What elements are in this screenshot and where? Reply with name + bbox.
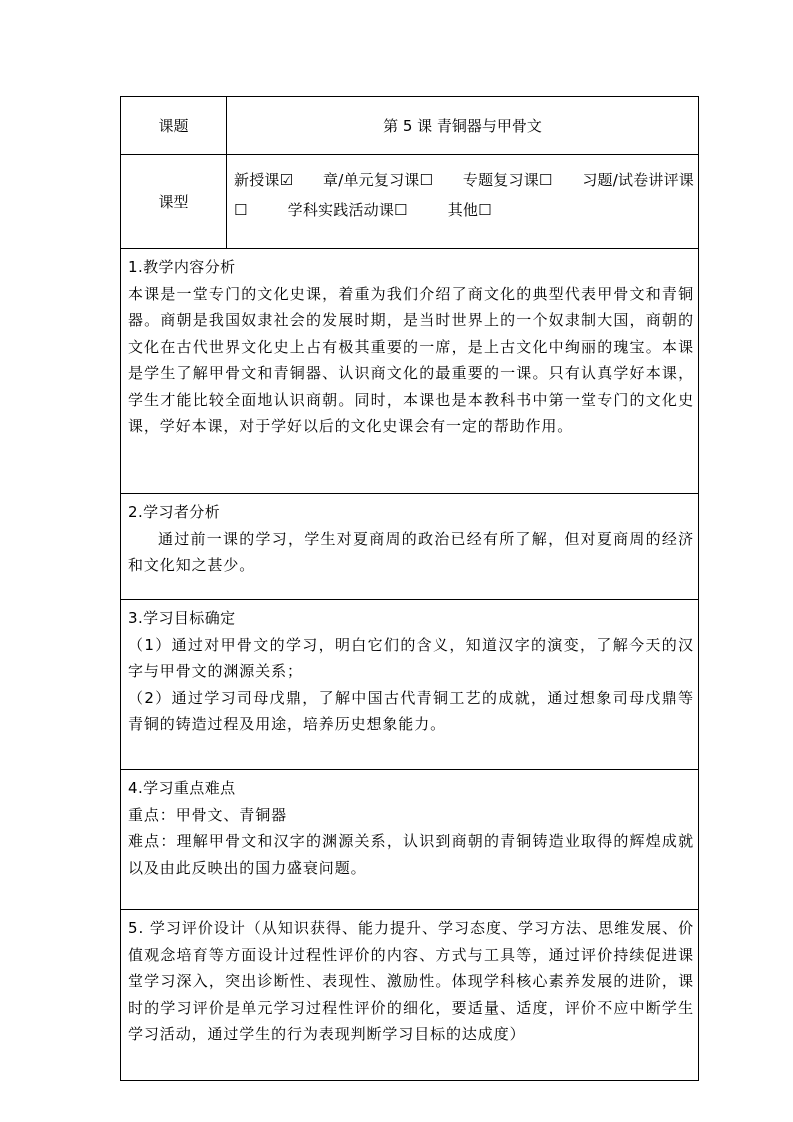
content-analysis-heading: 1.教学内容分析 (128, 258, 236, 276)
type-options (227, 155, 699, 249)
type-options-line-1 (234, 165, 694, 195)
lesson-plan-table (120, 96, 699, 1081)
content-analysis-section (121, 249, 699, 494)
type-option-topic-review: 专题复习课☐ (462, 171, 553, 189)
key-points-heading: 4.学习重点难点 (128, 779, 236, 797)
learning-goals-row (121, 600, 699, 770)
evaluation-design-row (121, 910, 699, 1081)
type-options-line-2 (234, 195, 694, 225)
type-option-exercise-review-checkbox: ☐ (234, 201, 248, 219)
learning-goal-item: （2）通过学习司母戊鼎，了解中国古代青铜工艺的成就，通过想象司母戊鼎等青铜的铸造过程及用途，培养历史想象能力。 (128, 688, 694, 733)
key-point-item: 难点：理解甲骨文和汉字的渊源关系，认识到商朝的青铜铸造业取得的辉煌成就以及由此反映出的国力盛衰问题。 (128, 832, 694, 877)
type-option-new-lesson: 新授课☑ (234, 171, 294, 189)
content-analysis-row (121, 249, 699, 494)
type-option-unit-review: 章/单元复习课☐ (323, 171, 434, 189)
type-option-practice-activity: 学科实践活动课☐ (287, 201, 408, 219)
learning-goal-item: （1）通过对甲骨文的学习，明白它们的含义，知道汉字的演变，了解今天的汉字与甲骨文的渊源关系； (128, 635, 694, 680)
evaluation-design-section (121, 910, 699, 1081)
learner-analysis-section (121, 494, 699, 600)
type-label: 课型 (121, 155, 227, 249)
key-point-item: 重点：甲骨文、青铜器 (128, 805, 288, 824)
key-points-section (121, 770, 699, 910)
learner-analysis-body: 通过前一课的学习，学生对夏商周的政治已经有所了解，但对夏商周的经济和文化知之甚少。 (128, 529, 694, 574)
evaluation-design-body: 5. 学习评价设计（从知识获得、能力提升、学习态度、学习方法、思维发展、价值观念培育等方面设计过程性评价的内容、方式与工具等，通过评价持续促进课堂学习深入，突出诊断性、表现性、激励性。体现学科核心素养发展的进阶，课时的学习评价是单元学习过程性评价的细化，要适量、适度，评价不应中断学生学习活动，通过学生的行为表现判断学习目标的达成度） (128, 919, 694, 1043)
content-analysis-body: 本课是一堂专门的文化史课，着重为我们介绍了商文化的典型代表甲骨文和青铜器。商朝是我国奴隶社会的发展时期，是当时世界上的一个奴隶制大国，商朝的文化在古代世界文化史上占有极其重要的一席，是上古文化中绚丽的瑰宝。本课是学生了解甲骨文和青铜器、认识商文化的最重要的一课。只有认真学好本课，学生才能比较全面地认识商朝。同时，本课也是本教科书中第一堂专门的文化史课，学好本课，对于学好以后的文化史课会有一定的帮助作用。 (128, 284, 694, 435)
type-option-exercise-review: 习题/试卷讲评课 (582, 171, 694, 189)
type-option-other: 其他☐ (447, 201, 492, 219)
type-row (121, 155, 699, 249)
learning-goals-heading: 3.学习目标确定 (128, 609, 236, 627)
learning-goals-section (121, 600, 699, 770)
topic-label: 课题 (121, 97, 227, 155)
learner-analysis-row (121, 494, 699, 600)
key-points-row (121, 770, 699, 910)
topic-value: 第 5 课 青铜器与甲骨文 (227, 97, 699, 155)
topic-row (121, 97, 699, 155)
learner-analysis-heading: 2.学习者分析 (128, 503, 221, 521)
